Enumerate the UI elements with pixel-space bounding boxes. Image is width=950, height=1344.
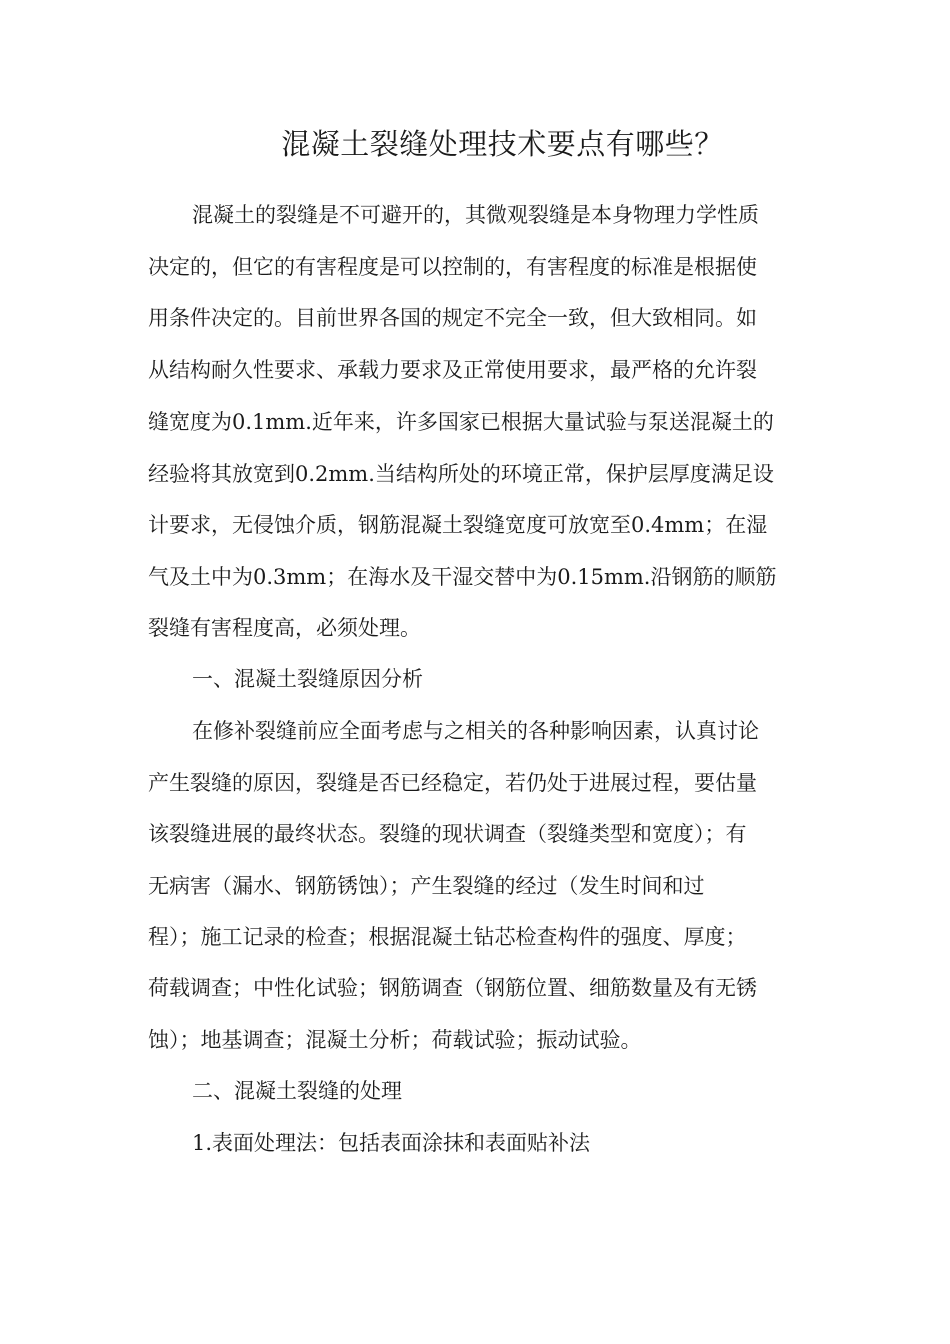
paragraph-1-line-2: 决定的，但它的有害程度是可以控制的，有害程度的标准是根据使 [148,255,757,279]
paragraph-2-line-4: 无病害（漏水、钢筋锈蚀）；产生裂缝的经过（发生时间和过 [148,874,705,898]
paragraph-2-line-6: 荷载调查；中性化试验；钢筋调查（钢筋位置、细筋数量及有无锈 [148,976,757,1000]
paragraph-2-line-2: 产生裂缝的原因，裂缝是否已经稳定，若仍处于进展过程，要估量 [148,771,757,795]
paragraph-1-line-4: 从结构耐久性要求、承载力要求及正常使用要求，最严格的允许裂 [148,358,757,382]
paragraph-1-line-8: 气及土中为0.3mm；在海水及干湿交替中为0.15mm.沿钢筋的顺筋 [148,565,777,589]
paragraph-2-line-1: 在修补裂缝前应全面考虑与之相关的各种影响因素，认真讨论 [192,719,759,743]
section-heading-2: 二、混凝土裂缝的处理 [192,1079,402,1103]
paragraph-1-line-9: 裂缝有害程度高，必须处理。 [148,616,421,640]
paragraph-1-line-7: 计要求，无侵蚀介质，钢筋混凝土裂缝宽度可放宽至0.4mm；在湿 [148,513,768,537]
paragraph-1-line-5: 缝宽度为0.1mm.近年来，许多国家已根据大量试验与泵送混凝土的 [148,410,774,434]
paragraph-2-line-3: 该裂缝进展的最终状态。裂缝的现状调查（裂缝类型和宽度）；有 [148,822,747,846]
document-title: 混凝土裂缝处理技术要点有哪些？ [281,127,724,161]
subsection-heading-1: 1.表面处理法：包括表面涂抹和表面贴补法 [192,1131,591,1155]
paragraph-1-line-6: 经验将其放宽到0.2mm.当结构所处的环境正常，保护层厚度满足设 [148,462,774,486]
paragraph-2-line-7: 蚀）；地基调查；混凝土分析；荷载试验；振动试验。 [148,1028,642,1052]
paragraph-1-line-1: 混凝土的裂缝是不可避开的，其微观裂缝是本身物理力学性质 [192,203,759,227]
section-heading-1: 一、混凝土裂缝原因分析 [192,667,423,691]
paragraph-1-line-3: 用条件决定的。目前世界各国的规定不完全一致，但大致相同。如 [148,306,757,330]
paragraph-2-line-5: 程）；施工记录的检查；根据混凝土钻芯检查构件的强度、厚度； [148,925,747,949]
